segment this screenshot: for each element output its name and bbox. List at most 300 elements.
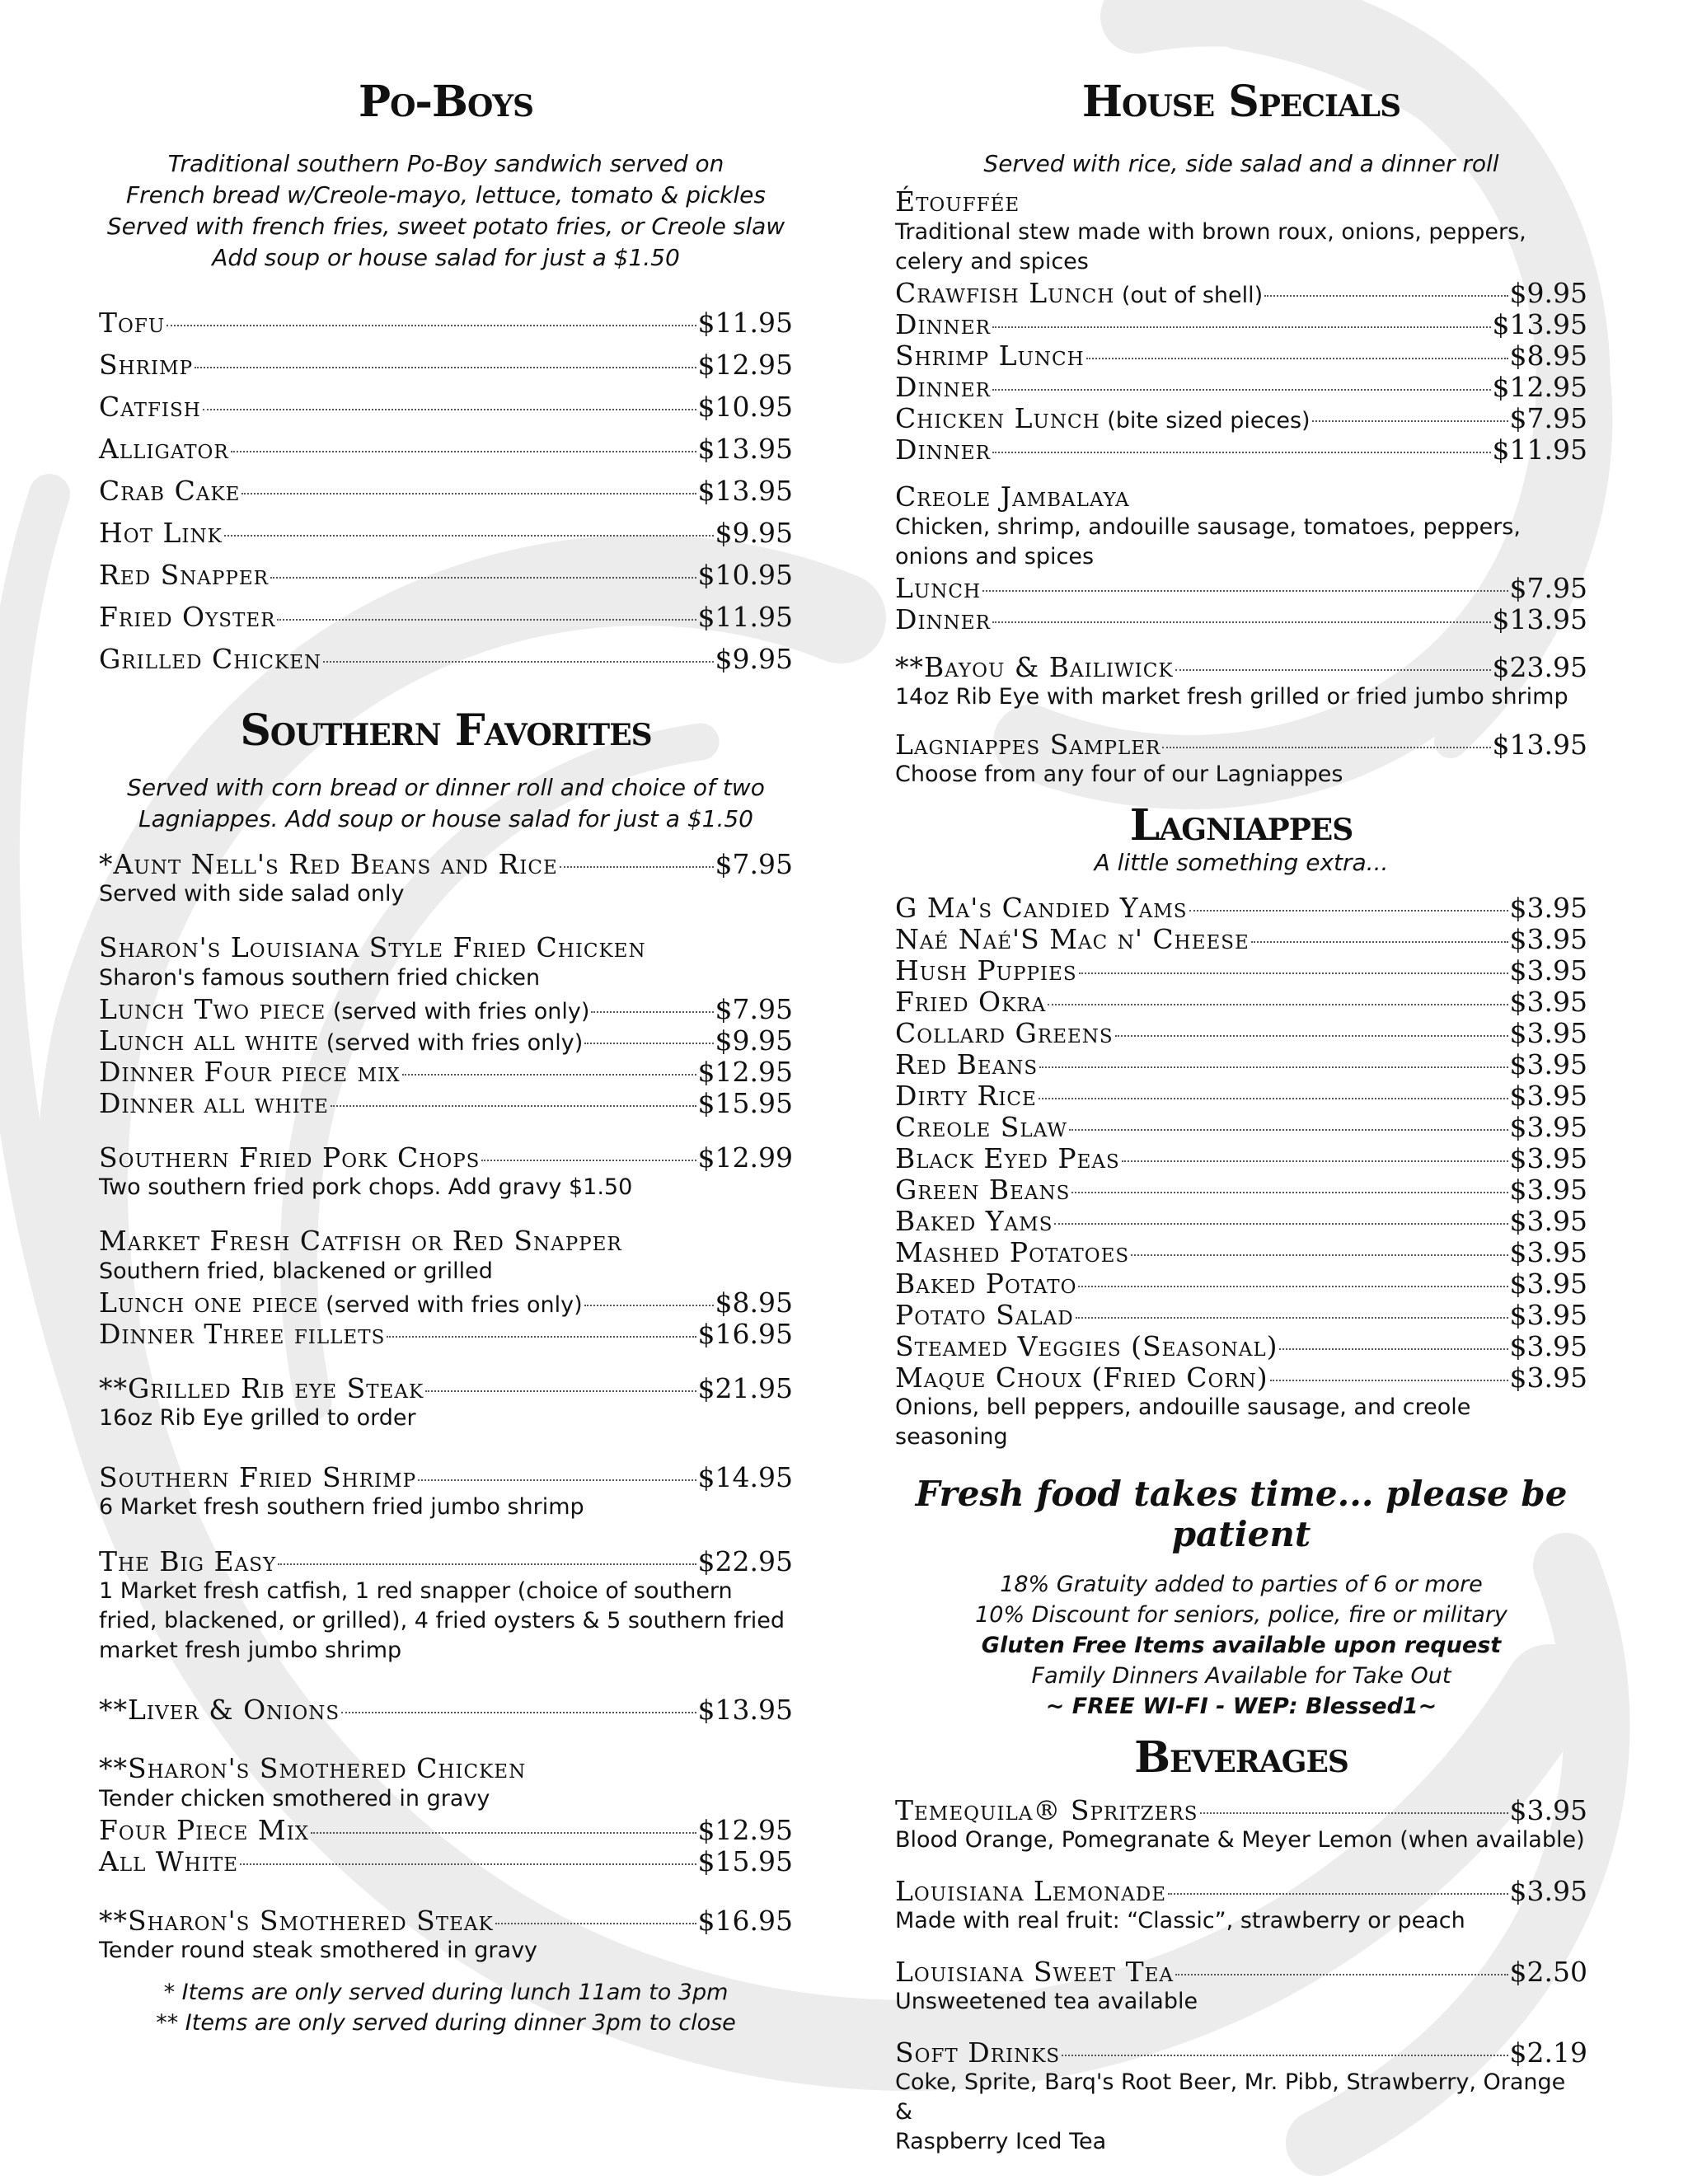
- menu-row: [99, 1141, 793, 1173]
- item-price: $16.95: [697, 1318, 793, 1350]
- leader-dots: [1189, 910, 1508, 912]
- beverage-row: [895, 2036, 1587, 2068]
- poboys-list: [99, 307, 793, 685]
- leader-dots: [195, 367, 696, 368]
- item-note: (served with fries only): [326, 999, 590, 1024]
- item-price: $13.95: [697, 475, 793, 507]
- item-description: Coke, Sprite, Barq's Root Beer, Mr. Pibb, Strawberry, Orange &: [895, 2069, 1566, 2125]
- item-description: Tender chicken smothered in gravy: [99, 1786, 490, 1811]
- item-name: The Big Easy: [99, 1545, 277, 1577]
- item-price: $3.95: [1509, 1048, 1587, 1080]
- poboy-row: [99, 307, 793, 349]
- leader-dots: [241, 493, 696, 494]
- rib-eye-item: [99, 1372, 793, 1433]
- leader-dots: [1086, 358, 1508, 359]
- leader-dots: [1115, 1035, 1508, 1037]
- leader-dots: [1078, 1286, 1507, 1287]
- menu-row: [895, 729, 1587, 760]
- item-description: 14oz Rib Eye with market fresh grilled or fried jumbo shrimp: [895, 684, 1568, 710]
- item-price: $13.95: [1492, 603, 1587, 635]
- policy-line: ~ FREE WI-FI - WEP: Blessed1~: [1045, 1694, 1437, 1719]
- item-price: $2.19: [1509, 2036, 1587, 2069]
- price-row: [99, 993, 793, 1024]
- beverage-item: [895, 1956, 1587, 2017]
- lagniappe-row: [895, 1299, 1587, 1330]
- item-price: $7.95: [715, 993, 793, 1025]
- item-name: Alligator: [99, 433, 229, 465]
- item-price: $3.95: [1509, 1017, 1587, 1049]
- leader-dots: [418, 1479, 696, 1481]
- intro-line: French bread w/Creole-mayo, lettuce, tomato & pickles: [126, 181, 766, 209]
- menu-row: [99, 1905, 793, 1936]
- leader-dots: [203, 409, 696, 410]
- item-name: Black Eyed Peas: [895, 1142, 1120, 1174]
- intro-line: Add soup or house salad for just a $1.50: [212, 244, 680, 271]
- policy-line: 18% Gratuity added to parties of 6 or more: [1000, 1572, 1483, 1597]
- lagniappe-row: [895, 1111, 1587, 1142]
- item-name: Maque Choux (Fried Corn): [895, 1361, 1268, 1394]
- item-description: Traditional stew made with brown roux, onions, peppers,: [895, 219, 1526, 245]
- item-name: Four Piece Mix: [99, 1814, 310, 1846]
- item-price: $7.95: [1509, 402, 1587, 434]
- lagniappes-title: Lagniappes: [1129, 800, 1353, 851]
- lagniappe-row: [895, 1048, 1587, 1080]
- item-name: Dinner: [895, 603, 991, 635]
- item-description: Sharon's famous southern fried chicken: [99, 965, 541, 991]
- item-description: celery and spices: [895, 249, 1089, 274]
- poboy-row: [99, 433, 793, 475]
- item-name: Dirty Rice: [895, 1080, 1037, 1112]
- poboys-section: [99, 74, 793, 685]
- leader-dots: [560, 866, 714, 868]
- item-price: $3.95: [1509, 1361, 1587, 1394]
- leader-dots: [992, 621, 1491, 623]
- leader-dots: [331, 1105, 696, 1107]
- leader-dots: [311, 1832, 696, 1834]
- leader-dots: [992, 389, 1491, 391]
- leader-dots: [481, 1160, 696, 1161]
- liver-onions-item: [99, 1694, 793, 1725]
- item-price: $14.95: [697, 1461, 793, 1493]
- item-price: $22.95: [697, 1545, 793, 1577]
- right-column: [895, 74, 1587, 2157]
- lagniappe-row: [895, 1361, 1587, 1393]
- southern-favorites-title: Southern Favorites: [240, 705, 652, 756]
- item-note: (served with fries only): [319, 1030, 584, 1056]
- item-name: Louisiana Lemonade: [895, 1875, 1166, 1907]
- item-price: $12.95: [697, 349, 793, 381]
- item-price: $12.95: [1492, 371, 1587, 403]
- item-price: $3.95: [1509, 1142, 1587, 1174]
- item-name: Creole Slaw: [895, 1111, 1067, 1143]
- item-heading: Market Fresh Catfish or Red Snapper: [99, 1225, 622, 1257]
- item-price: $13.95: [1492, 308, 1587, 340]
- item-name: Dinner: [895, 371, 991, 403]
- leader-dots: [1251, 941, 1508, 943]
- market-fish-item: [99, 1226, 793, 1349]
- item-price: $3.95: [1509, 923, 1587, 955]
- beverage-row: [895, 1794, 1587, 1825]
- item-name: Mashed Potatoes: [895, 1236, 1130, 1268]
- item-description: Chicken, shrimp, andouille sausage, tomatoes, peppers,: [895, 514, 1521, 540]
- item-price: $16.95: [697, 1905, 793, 1937]
- policy-line: Family Dinners Available for Take Out: [1031, 1663, 1451, 1689]
- leader-dots: [231, 451, 696, 452]
- item-note: (bite sized pieces): [1100, 408, 1311, 434]
- leader-dots: [584, 1305, 714, 1306]
- lagniappe-row: [895, 1174, 1587, 1205]
- item-name: Southern Fried Pork Chops: [99, 1141, 481, 1174]
- leader-dots: [270, 577, 696, 579]
- intro-line: Served with french fries, sweet potato fries, or Creole slaw: [106, 213, 785, 240]
- intro-line: Lagniappes. Add soup or house salad for just a $1.50: [138, 805, 753, 832]
- price-row: [895, 434, 1587, 465]
- item-price: $12.95: [697, 1814, 793, 1846]
- item-price: $3.95: [1509, 1111, 1587, 1143]
- item-name: Shrimp Lunch: [895, 340, 1085, 372]
- item-price: $3.95: [1509, 1205, 1587, 1237]
- item-price: $9.95: [1509, 277, 1587, 309]
- item-name: Chicken Lunch (bite sized pieces): [895, 402, 1311, 434]
- leader-dots: [224, 535, 714, 537]
- beverage-row: [895, 1956, 1587, 1987]
- footnote-line: * Items are only served during lunch 11am to 3pm: [163, 1980, 729, 2005]
- leader-dots: [1069, 1129, 1508, 1131]
- item-heading: Étouffée: [895, 185, 1020, 218]
- item-description: 6 Market fresh southern fried jumbo shrimp: [99, 1494, 584, 1520]
- leader-dots: [1168, 1893, 1508, 1895]
- southern-favorites-section: [99, 703, 793, 2038]
- item-name: Crawfish Lunch (out of shell): [895, 277, 1264, 309]
- leader-dots: [1054, 1223, 1507, 1225]
- beverages-title: Beverages: [1134, 1732, 1348, 1783]
- leader-dots: [982, 590, 1507, 592]
- leader-dots: [323, 661, 713, 663]
- item-price: $15.95: [697, 1087, 793, 1119]
- leader-dots: [495, 1923, 696, 1924]
- leader-dots: [1079, 972, 1508, 974]
- item-name: Fried Okra: [895, 986, 1047, 1018]
- policy-line: Gluten Free Items available upon request: [981, 1633, 1502, 1658]
- price-row: [895, 603, 1587, 635]
- item-description: Southern fried, blackened or grilled: [99, 1258, 493, 1284]
- leader-dots: [1270, 1380, 1508, 1381]
- item-name: Catfish: [99, 391, 201, 423]
- lagniappe-row: [895, 1330, 1587, 1361]
- item-heading: **Sharon's Smothered Chicken: [99, 1752, 527, 1784]
- lagniappe-row: [895, 1236, 1587, 1268]
- price-row: [99, 1286, 793, 1318]
- item-description: Unsweetened tea available: [895, 1989, 1198, 2014]
- item-price: $3.95: [1509, 1330, 1587, 1362]
- item-name: Hush Puppies: [895, 954, 1077, 987]
- item-name: Baked Yams: [895, 1205, 1053, 1237]
- item-price: $7.95: [1509, 572, 1587, 604]
- leader-dots: [240, 1863, 696, 1865]
- beverage-row: [895, 1875, 1587, 1906]
- item-name: **Grilled Rib eye Steak: [99, 1372, 424, 1404]
- beverage-item: [895, 1875, 1587, 1936]
- item-name: Lunch Two piece (served with fries only): [99, 993, 590, 1025]
- item-price: $2.50: [1509, 1956, 1587, 1988]
- leader-dots: [1200, 1812, 1508, 1814]
- leader-dots: [1175, 669, 1491, 671]
- item-name: Dinner: [895, 308, 991, 340]
- leader-dots: [1162, 747, 1490, 748]
- leader-dots: [1062, 2055, 1507, 2056]
- item-name: Shrimp: [99, 349, 194, 381]
- item-description: Two southern fried pork chops. Add gravy $1.50: [99, 1174, 633, 1200]
- item-price: $3.95: [1509, 986, 1587, 1018]
- item-name: Fried Oyster: [99, 601, 276, 633]
- poboy-row: [99, 517, 793, 559]
- item-price: $9.95: [715, 1024, 793, 1057]
- item-price: $13.95: [697, 1694, 793, 1726]
- intro-line: Served with corn bread or dinner roll and choice of two: [127, 774, 765, 801]
- leader-dots: [1076, 1317, 1508, 1319]
- item-name: Dinner Four piece mix: [99, 1056, 401, 1088]
- leader-dots: [1048, 1004, 1507, 1005]
- policy-line: 10% Discount for seniors, police, fire or military: [975, 1602, 1507, 1628]
- item-description: Served with side salad only: [99, 881, 405, 907]
- item-name: Lunch all white (served with fries only): [99, 1024, 584, 1057]
- beverage-item: [895, 2036, 1587, 2157]
- item-name: Dinner Three fillets: [99, 1318, 386, 1350]
- poboy-row: [99, 391, 793, 433]
- price-row: [99, 1318, 793, 1349]
- item-name: Tofu: [99, 307, 166, 339]
- menu-row: [99, 1694, 793, 1725]
- price-row: [895, 277, 1587, 308]
- poboys-title: Po-Boys: [358, 77, 534, 127]
- item-name: **Sharon's Smothered Steak: [99, 1905, 494, 1937]
- house-specials-title: House Specials: [1081, 77, 1401, 127]
- price-row: [99, 1814, 793, 1845]
- leader-dots: [425, 1390, 696, 1392]
- lagniappe-row: [895, 1142, 1587, 1174]
- item-name: All White: [99, 1845, 239, 1877]
- leader-dots: [992, 452, 1491, 453]
- item-heading: Sharon's Louisiana Style Fried Chicken: [99, 931, 646, 963]
- item-price: $21.95: [697, 1372, 793, 1404]
- menu-row: [99, 848, 793, 879]
- item-name: Green Beans: [895, 1174, 1071, 1206]
- lagniappes-section: [895, 798, 1587, 1452]
- leader-dots: [166, 325, 696, 326]
- poboy-row: [99, 475, 793, 517]
- lagniappe-row: [895, 892, 1587, 923]
- item-name: Baked Potato: [895, 1268, 1077, 1300]
- price-row: [895, 308, 1587, 340]
- lagniappe-row: [895, 1080, 1587, 1111]
- item-description: Blood Orange, Pomegranate & Meyer Lemon (when available): [895, 1827, 1585, 1853]
- item-price: $7.95: [715, 848, 793, 880]
- price-row: [99, 1845, 793, 1877]
- leader-dots: [1071, 1192, 1507, 1193]
- item-price: $8.95: [715, 1286, 793, 1319]
- fried-shrimp-item: [99, 1461, 793, 1522]
- lagniappe-row: [895, 954, 1587, 986]
- leader-dots: [1175, 1974, 1508, 1975]
- jambalaya-item: [895, 481, 1587, 635]
- item-price: $9.95: [715, 643, 793, 675]
- item-price: $3.95: [1509, 1299, 1587, 1331]
- item-note: (out of shell): [1114, 283, 1264, 308]
- menu-row: [99, 1372, 793, 1404]
- leader-dots: [341, 1712, 696, 1713]
- house-intro: Served with rice, side salad and a dinner roll: [983, 150, 1499, 177]
- southern-intro: [99, 772, 793, 835]
- item-name: **Liver & Onions: [99, 1694, 340, 1726]
- smothered-chicken-item: [99, 1753, 793, 1877]
- item-description: fried, blackened, or grilled), 4 fried oysters & 5 southern fried: [99, 1608, 785, 1633]
- lagniappe-row: [895, 923, 1587, 954]
- item-price: $10.95: [697, 559, 793, 591]
- leader-dots: [1131, 1254, 1507, 1256]
- item-description: 1 Market fresh catfish, 1 red snapper (choice of southern: [99, 1578, 733, 1604]
- leader-dots: [1122, 1160, 1508, 1162]
- leader-dots: [1312, 420, 1508, 422]
- item-price: $13.95: [1492, 729, 1587, 761]
- bayou-bailiwick-item: [895, 651, 1587, 712]
- lagniappe-row: [895, 1205, 1587, 1236]
- poboy-row: [99, 643, 793, 685]
- lagniappe-row: [895, 1017, 1587, 1048]
- left-column: [99, 74, 793, 2038]
- item-description: Raspberry Iced Tea: [895, 2129, 1107, 2154]
- leader-dots: [402, 1074, 696, 1076]
- lagniappes-list: [895, 892, 1587, 1393]
- item-price: $3.95: [1509, 1268, 1587, 1300]
- item-description: Made with real fruit: “Classic”, strawberry or peach: [895, 1908, 1465, 1933]
- pork-chops-item: [99, 1141, 793, 1202]
- beverages-list: [895, 1794, 1587, 2157]
- item-name: Red Beans: [895, 1048, 1039, 1080]
- item-description: Choose from any four of our Lagniappes: [895, 762, 1343, 787]
- price-row: [895, 402, 1587, 434]
- item-name: Temequila® Spritzers: [895, 1794, 1198, 1826]
- lagniappes-subtitle: A little something extra...: [1094, 849, 1389, 876]
- item-name: Steamed Veggies (Seasonal): [895, 1330, 1278, 1362]
- item-price: $13.95: [697, 433, 793, 465]
- item-heading: Creole Jambalaya: [895, 480, 1130, 513]
- footnote-line: ** Items are only served during dinner 3pm to close: [156, 2010, 736, 2036]
- leader-dots: [1264, 295, 1507, 297]
- menu-row: [99, 1461, 793, 1493]
- menu-row: [895, 651, 1587, 682]
- poboys-intro: [99, 148, 793, 274]
- item-price: $3.95: [1509, 1236, 1587, 1268]
- lagniappes-sampler-item: [895, 729, 1587, 790]
- item-price: $11.95: [1492, 434, 1587, 466]
- tagline: Fresh food takes time... please be patient: [915, 1474, 1568, 1554]
- item-name: Potato Salad: [895, 1299, 1074, 1331]
- beverages-section: [895, 1730, 1587, 2157]
- red-beans-item: [99, 848, 793, 909]
- leader-dots: [584, 1043, 713, 1044]
- item-price: $3.95: [1509, 892, 1587, 924]
- price-row: [895, 572, 1587, 603]
- item-name: **Bayou & Bailiwick: [895, 651, 1174, 683]
- item-name: Lunch: [895, 572, 982, 604]
- item-name: Dinner all white: [99, 1087, 329, 1119]
- price-row: [99, 1087, 793, 1118]
- item-price: $11.95: [697, 307, 793, 339]
- item-name: Collard Greens: [895, 1017, 1114, 1049]
- leader-dots: [1039, 1066, 1507, 1068]
- fried-chicken-item: [99, 932, 793, 1118]
- item-name: Lunch one piece (served with fries only): [99, 1286, 583, 1319]
- item-price: $3.95: [1509, 1080, 1587, 1112]
- leader-dots: [277, 619, 696, 621]
- price-row: [99, 1024, 793, 1056]
- intro-line: Traditional southern Po-Boy sandwich served on: [167, 150, 724, 177]
- item-name: Soft Drinks: [895, 2036, 1061, 2069]
- item-name: Lagniappes Sampler: [895, 729, 1161, 761]
- item-price: $3.95: [1509, 1794, 1587, 1826]
- etouffee-item: [895, 186, 1587, 465]
- item-description: Tender round steak smothered in gravy: [99, 1938, 538, 1963]
- poboy-row: [99, 601, 793, 643]
- item-price: $23.95: [1492, 651, 1587, 683]
- poboy-row: [99, 349, 793, 391]
- leader-dots: [278, 1563, 696, 1565]
- item-price: $11.95: [697, 601, 793, 633]
- item-note: (served with fries only): [318, 1292, 583, 1318]
- item-name: Grilled Chicken: [99, 643, 322, 675]
- item-price: $3.95: [1509, 1174, 1587, 1206]
- leader-dots: [387, 1336, 696, 1338]
- item-description: 16oz Rib Eye grilled to order: [99, 1405, 416, 1431]
- item-price: $8.95: [1509, 340, 1587, 372]
- item-price: $9.95: [715, 517, 793, 549]
- leader-dots: [992, 326, 1491, 328]
- item-price: $12.99: [697, 1141, 793, 1174]
- leader-dots: [591, 1011, 713, 1013]
- lagniappe-row: [895, 1268, 1587, 1299]
- item-name: *Aunt Nell's Red Beans and Rice: [99, 848, 558, 880]
- item-price: $12.95: [697, 1056, 793, 1088]
- item-price: $3.95: [1509, 1875, 1587, 1907]
- price-row: [99, 1056, 793, 1087]
- big-easy-item: [99, 1545, 793, 1666]
- item-description: onions and spices: [895, 544, 1095, 569]
- item-name: Hot Link: [99, 517, 223, 549]
- price-row: [895, 371, 1587, 402]
- item-price: $3.95: [1509, 954, 1587, 987]
- item-name: Louisiana Sweet Tea: [895, 1956, 1174, 1988]
- price-row: [895, 340, 1587, 371]
- item-price: $15.95: [697, 1845, 793, 1877]
- maque-choux-note: Onions, bell peppers, andouille sausage, and creole seasoning: [895, 1394, 1471, 1450]
- smothered-steak-item: [99, 1905, 793, 1966]
- leader-dots: [1039, 1098, 1508, 1099]
- item-name: Dinner: [895, 434, 991, 466]
- item-description: market fresh jumbo shrimp: [99, 1638, 402, 1663]
- item-name: Southern Fried Shrimp: [99, 1461, 417, 1493]
- item-price: $10.95: [697, 391, 793, 423]
- leader-dots: [1279, 1348, 1507, 1350]
- item-name: G Ma's Candied Yams: [895, 892, 1188, 924]
- footnotes: [99, 1977, 793, 2038]
- policies: [895, 1569, 1587, 1722]
- menu-row: [99, 1545, 793, 1577]
- item-name: Naé Naé'S Mac n' Cheese: [895, 923, 1250, 955]
- poboy-row: [99, 559, 793, 601]
- lagniappe-row: [895, 986, 1587, 1017]
- item-name: Crab Cake: [99, 475, 241, 507]
- beverage-item: [895, 1794, 1587, 1855]
